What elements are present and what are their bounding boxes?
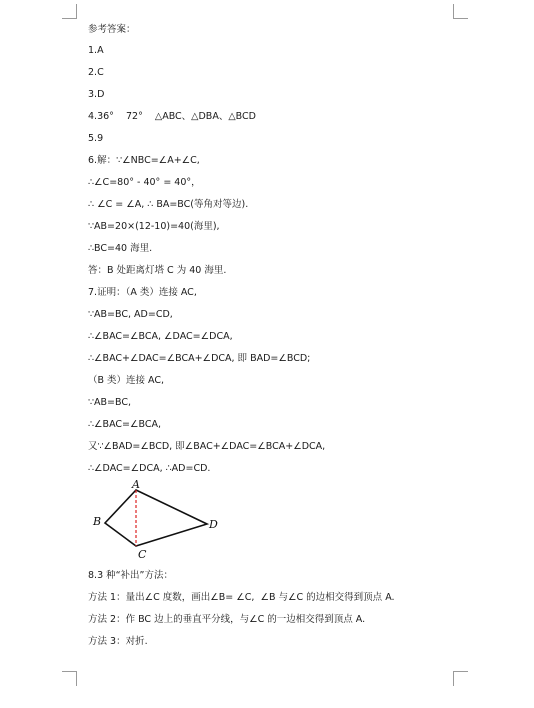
label-b: B [93,515,102,528]
label-c: C [138,548,147,561]
answer-line-4: 4.36° 72° △ABC、△DBA、△BCD [88,111,256,122]
answer-line-3: 3.D [88,89,105,100]
answer-line-12: 7.证明：（A 类）连接 AC, [88,287,197,298]
answer-line-16: （B 类）连接 AC, [88,375,165,386]
answer-line-7: ∴∠C=80° - 40° = 40°， [88,177,201,188]
answer-line-23: 方法 2：作 BC 边上的垂直平分线，与∠C 的一边相交得到顶点 A. [88,614,366,625]
crop-mark-bottom-left [62,671,77,686]
answer-line-14: ∴∠BAC=∠BCA, ∠DAC=∠DCA, [88,331,233,342]
answers-heading: 参考答案： [88,24,136,35]
crop-mark-bottom-right [453,671,468,686]
answer-line-17: ∵AB=BC, [88,397,132,408]
crop-mark-top-right [453,4,468,19]
answer-line-1: 1.A [88,45,104,56]
crop-mark-top-left [62,4,77,19]
answer-line-13: ∵AB=BC, AD=CD, [88,309,173,320]
answer-line-18: ∴∠BAC=∠BCA, [88,419,162,430]
answer-line-21: 8.3 种“补出”方法： [88,570,173,581]
quadrilateral-figure [88,478,228,562]
answer-line-19: 又∵∠BAD=∠BCD, 即∠BAC+∠DAC=∠BCA+∠DCA, [88,441,326,452]
answer-line-9: ∵AB=20×(12-10)=40(海里), [88,221,220,232]
answer-line-24: 方法 3：对折. [88,636,148,647]
answer-line-10: ∴BC=40 海里. [88,243,153,254]
answer-line-11: 答：B 处距离灯塔 C 为 40 海里. [88,265,227,276]
quadrilateral-outline [105,490,207,546]
answer-line-2: 2.C [88,67,104,78]
answer-line-15: ∴∠BAC+∠DAC=∠BCA+∠DCA, 即 BAD=∠BCD; [88,353,311,364]
answer-line-22: 方法 1：量出∠C 度数，画出∠B= ∠C, ∠B 与∠C 的边相交得到顶点 A. [88,592,395,603]
answer-line-8: ∴ ∠C = ∠A, ∴ BA=BC(等角对等边). [88,199,249,210]
label-d: D [209,518,218,531]
answer-line-20: ∴∠DAC=∠DCA, ∴AD=CD. [88,463,211,474]
answer-line-6: 6.解：∵∠NBC=∠A+∠C, [88,155,200,166]
label-a: A [132,478,140,491]
answer-line-5: 5.9 [88,133,104,144]
